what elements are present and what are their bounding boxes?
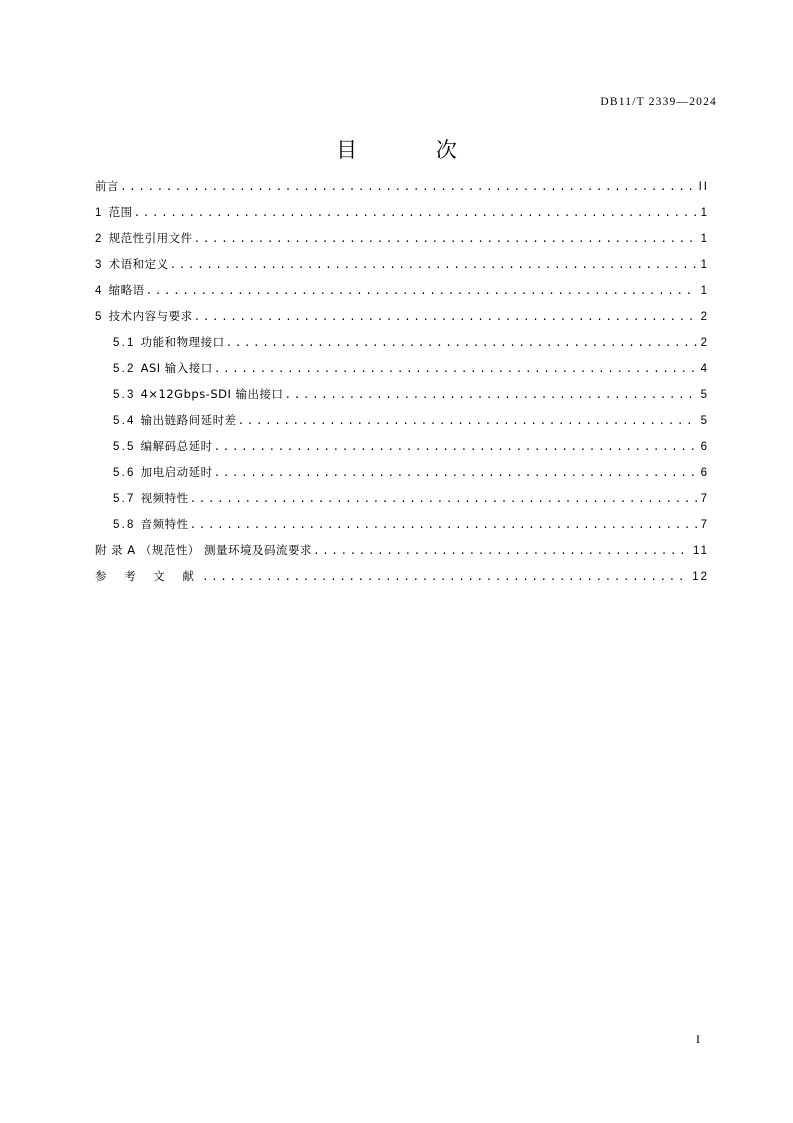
toc-entry-terms-definitions[interactable] bbox=[95, 252, 709, 278]
toc-entry-label: 附 录 A （规范性） 测量环境及码流要求 bbox=[95, 543, 312, 557]
toc-entry-label: 5.2 ASI 输入接口 bbox=[113, 361, 213, 375]
toc-leader-dots bbox=[226, 334, 697, 354]
toc-entry-label: 4 缩略语 bbox=[95, 283, 145, 297]
toc-leader-dots bbox=[194, 230, 697, 250]
toc-page-number: 4 bbox=[700, 363, 709, 375]
toc-entry-normative-references[interactable] bbox=[95, 226, 709, 252]
toc-entry-number: 5.2 bbox=[113, 363, 136, 375]
toc-entry-number: 2 bbox=[95, 233, 104, 245]
toc-page-number: II bbox=[698, 181, 709, 193]
toc-leader-dots bbox=[190, 516, 697, 536]
toc-leader-dots bbox=[170, 256, 697, 276]
toc-entry-bibliography[interactable] bbox=[95, 564, 709, 590]
toc-entry-label: 1 范围 bbox=[95, 205, 133, 219]
footer-page-number: I bbox=[696, 1032, 700, 1046]
standard-code: DB11/T 2339—2024 bbox=[600, 96, 717, 108]
toc-entry-annex-a[interactable] bbox=[95, 538, 709, 564]
toc-entry-label: 参 考 文 献 bbox=[95, 569, 201, 583]
toc-page-number: 7 bbox=[700, 493, 709, 505]
toc-entry-5-8[interactable] bbox=[95, 512, 709, 538]
toc-entry-number: 5.7 bbox=[113, 493, 136, 505]
toc-leader-dots bbox=[214, 360, 697, 380]
toc-page-number: 6 bbox=[700, 467, 709, 479]
toc-entry-5-7[interactable] bbox=[95, 486, 709, 512]
toc-leader-dots bbox=[194, 308, 697, 328]
toc-entry-abbreviations[interactable] bbox=[95, 278, 709, 304]
toc-leader-dots bbox=[214, 464, 697, 484]
toc-page-number: 6 bbox=[700, 441, 709, 453]
toc-leader-dots bbox=[134, 204, 697, 224]
toc-entry-label: 5.7 视频特性 bbox=[113, 491, 189, 505]
toc-entry-number: 5.5 bbox=[113, 441, 136, 453]
toc-leader-dots bbox=[313, 542, 689, 562]
toc-entry-label: 3 术语和定义 bbox=[95, 257, 169, 271]
toc-entry-number: 5.1 bbox=[113, 337, 136, 349]
toc-entry-number: 5.8 bbox=[113, 519, 136, 531]
toc-leader-dots bbox=[214, 438, 697, 458]
toc-entry-foreword[interactable] bbox=[95, 174, 709, 200]
toc-entry-number: 5.3 bbox=[113, 389, 136, 401]
toc-entry-label: 5.1 功能和物理接口 bbox=[113, 335, 225, 349]
table-of-contents bbox=[95, 174, 709, 590]
toc-entry-5-3[interactable] bbox=[95, 382, 709, 408]
toc-entry-5-2[interactable] bbox=[95, 356, 709, 382]
toc-page-number: 2 bbox=[700, 337, 709, 349]
toc-entry-number: 5.4 bbox=[113, 415, 136, 427]
toc-page-number: 12 bbox=[692, 571, 709, 583]
toc-entry-5-4[interactable] bbox=[95, 408, 709, 434]
toc-page-number: 1 bbox=[700, 259, 709, 271]
toc-entry-number: 3 bbox=[95, 259, 104, 271]
toc-entry-label: 前言 bbox=[95, 179, 119, 193]
toc-entry-label: 2 规范性引用文件 bbox=[95, 231, 193, 245]
toc-page-number: 5 bbox=[700, 389, 709, 401]
toc-page-number: 11 bbox=[693, 545, 709, 557]
toc-page-number: 1 bbox=[700, 285, 709, 297]
toc-entry-number: 4 bbox=[95, 285, 104, 297]
toc-entry-5-6[interactable] bbox=[95, 460, 709, 486]
toc-entry-number: 5 bbox=[95, 311, 104, 323]
toc-leader-dots bbox=[238, 412, 697, 432]
toc-title: 目 次 bbox=[336, 138, 493, 162]
toc-entry-number: 1 bbox=[95, 207, 104, 219]
toc-entry-label: 5.3 4×12Gbps-SDI 输出接口 bbox=[113, 387, 284, 401]
toc-leader-dots bbox=[190, 490, 697, 510]
toc-page-number: 1 bbox=[700, 207, 709, 219]
toc-entry-label: 5 技术内容与要求 bbox=[95, 309, 193, 323]
toc-leader-dots bbox=[202, 568, 688, 588]
toc-leader-dots bbox=[285, 386, 697, 406]
toc-entry-label: 5.4 输出链路间延时差 bbox=[113, 413, 237, 427]
toc-page-number: 7 bbox=[700, 519, 709, 531]
toc-entry-number: 5.6 bbox=[113, 467, 136, 479]
toc-page-number: 5 bbox=[700, 415, 709, 427]
toc-entry-label: 5.8 音频特性 bbox=[113, 517, 189, 531]
toc-leader-dots bbox=[146, 282, 697, 302]
toc-leader-dots bbox=[120, 178, 695, 198]
toc-entry-scope[interactable] bbox=[95, 200, 709, 226]
toc-entry-label: 5.5 编解码总延时 bbox=[113, 439, 213, 453]
toc-entry-technical-requirements[interactable] bbox=[95, 304, 709, 330]
toc-entry-label: 5.6 加电启动延时 bbox=[113, 465, 213, 479]
toc-entry-5-5[interactable] bbox=[95, 434, 709, 460]
toc-page-number: 1 bbox=[700, 233, 709, 245]
toc-page-number: 2 bbox=[700, 311, 709, 323]
toc-entry-5-1[interactable] bbox=[95, 330, 709, 356]
